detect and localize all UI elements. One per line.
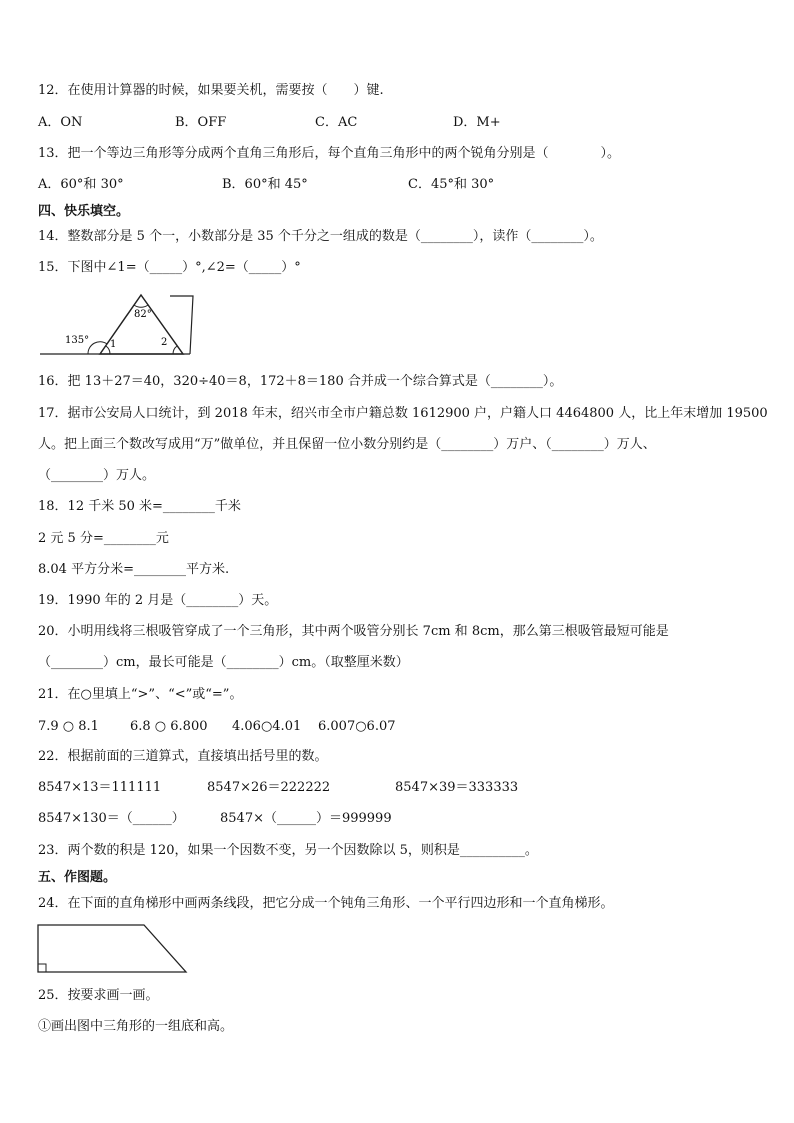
q21-item-2: 6.8 ○ 6.800 — [130, 719, 208, 734]
section-4-heading: 四、快乐填空。 — [38, 204, 130, 219]
q13-option-a: A．60°和 30° — [38, 177, 124, 192]
angle-82-label: 82° — [134, 309, 152, 320]
question-13: 13．把一个等边三角形等分成两个直角三角形后，每个直角三角形中的两个锐角分别是（ ）。 — [38, 146, 621, 161]
question-21: 21．在○里填上“>”、“<”或“=”。 — [38, 687, 243, 702]
q21-item-4: 6.007○6.07 — [318, 719, 396, 734]
question-17-line-1: 17．据市公安局人口统计，到 2018 年末，绍兴市全市户籍总数 1612900 户，户籍人口 4464800 人，比上年末增加 19500 — [38, 406, 768, 421]
question-25: 25．按要求画一画。 — [38, 988, 159, 1003]
q22-blank-1: 8547×130＝（______） — [38, 811, 185, 826]
q13-option-c: C．45°和 30° — [408, 177, 495, 192]
q21-item-3: 4.06○4.01 — [232, 719, 302, 734]
q12-option-b: B．OFF — [175, 115, 227, 130]
q13-option-b: B．60°和 45° — [222, 177, 308, 192]
q15-triangle-figure — [40, 290, 200, 358]
question-24: 24．在下面的直角梯形中画两条线段，把它分成一个钝角三角形、一个平行四边形和一个直角梯形。 — [38, 896, 614, 911]
q22-blank-2: 8547×（______）＝999999 — [220, 811, 392, 826]
q22-equation-1: 8547×13＝111111 — [38, 780, 162, 795]
question-18-line-1: 18．12 千米 50 米=________千米 — [38, 499, 241, 514]
q22-equation-3: 8547×39＝333333 — [395, 780, 519, 795]
angle-135-label: 135° — [65, 335, 90, 346]
question-20-line-1: 20．小明用线将三根吸管穿成了一个三角形，其中两个吸管分别长 7cm 和 8cm，那么第三根吸管最短可能是 — [38, 624, 669, 639]
question-15: 15．下图中∠1=（_____）°,∠2=（_____）° — [38, 260, 301, 275]
q21-item-1: 7.9 ○ 8.1 — [38, 719, 99, 734]
q12-option-a: A．ON — [38, 115, 83, 130]
q22-equation-2: 8547×26＝222222 — [207, 780, 331, 795]
question-22: 22．根据前面的三道算式，直接填出括号里的数。 — [38, 749, 328, 764]
section-5-heading: 五、作图题。 — [38, 870, 117, 885]
question-18-line-2: 2 元 5 分=________元 — [38, 531, 169, 546]
question-17-line-2: 人。把上面三个数改写成用“万”做单位，并且保留一位小数分别约是（________）万户、（________）万人、 — [38, 437, 656, 452]
angle-1-label: 1 — [110, 339, 117, 350]
question-20-line-2: （________）cm，最长可能是（________）cm。（取整厘米数） — [38, 655, 409, 670]
question-14: 14．整数部分是 5 个一，小数部分是 35 个千分之一组成的数是（________），读作（________）。 — [38, 229, 603, 244]
question-23: 23．两个数的积是 120，如果一个因数不变，另一个因数除以 5，则积是__________。 — [38, 843, 538, 858]
q12-option-c: C．AC — [315, 115, 358, 130]
question-25-part-1: ①画出图中三角形的一组底和高。 — [38, 1019, 234, 1034]
question-17-line-3: （________）万人。 — [38, 468, 156, 483]
question-19: 19．1990 年的 2 月是（________）天。 — [38, 593, 278, 608]
question-18-line-3: 8.04 平方分米=________平方米. — [38, 562, 230, 577]
question-16: 16．把 13＋27＝40，320÷40＝8，172＋8＝180 合并成一个综合算式是（________）。 — [38, 374, 563, 389]
q12-option-d: D．M+ — [453, 115, 501, 130]
angle-2-label: 2 — [161, 337, 168, 348]
q24-right-trapezoid-figure — [37, 924, 189, 976]
question-12: 12．在使用计算器的时候，如果要关机，需要按（ ）键. — [38, 83, 384, 98]
